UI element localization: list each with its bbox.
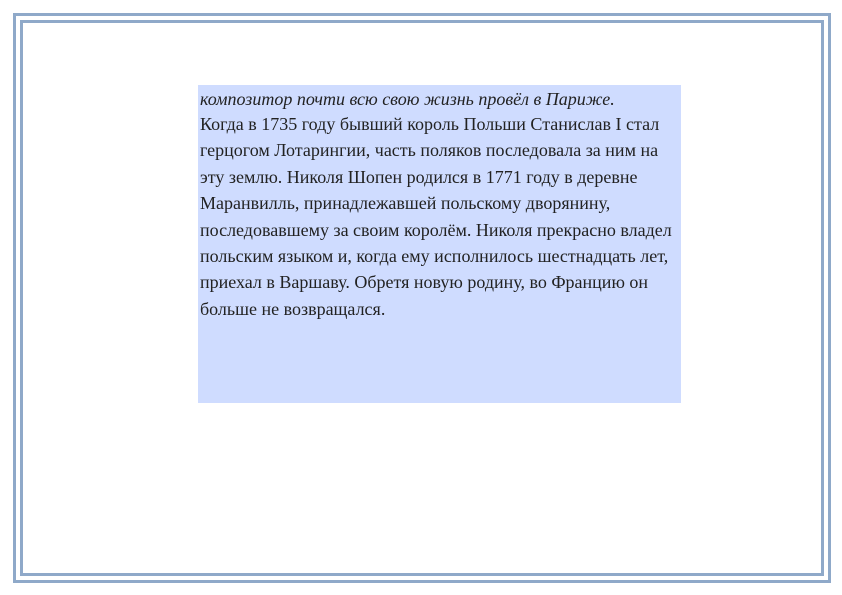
intro-italic-text: композитор почти всю свою жизнь провёл в Париже. — [200, 89, 615, 109]
highlighted-text-box — [198, 85, 681, 403]
body-paragraph: Когда в 1735 году бывший король Польши Станислав I стал герцогом Лотарингии, часть поляков последовала за ним на эту землю. Николя Шопен родился в 1771 году в деревне Маранвилль, принадлежавшей польскому дворянину, последовавшему за своим королём. Николя прекрасно владел польским языком и, когда ему исполнилось шестнадцать лет, приехал в Варшаву. Обретя новую родину, во Францию он больше не возвращался. — [200, 114, 672, 319]
